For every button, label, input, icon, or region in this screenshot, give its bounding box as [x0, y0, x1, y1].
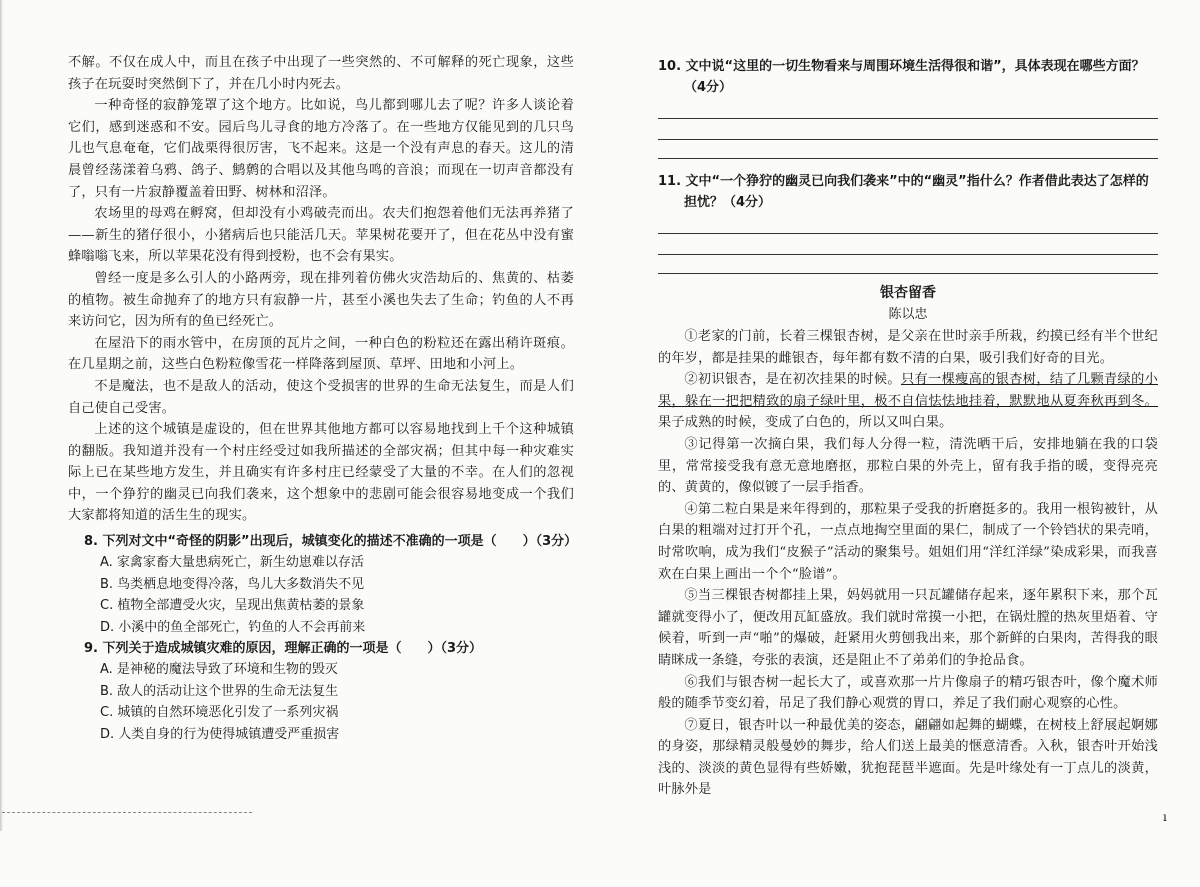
article-paragraph-2-lead: ②初识银杏，是在初次挂果的时候。 [684, 372, 901, 388]
passage-paragraph-7: 上述的这个城镇是虚设的，但在世界其他地方都可以容易地找到上千个这种城镇的翻版。我知道并没有一个村庄经受过如我所描述的全部灾祸；但其中每一种灾难实际上已在某些地方发生，并且确实有许多村庄已经蒙受了大量的不幸。在人们的忽视中，一个狰狞的幽灵已向我们袭来，这个想象中的悲剧可能会很容易地变成一个我们大家都将知道的活生生的现实。 [68, 422, 574, 524]
article-paragraph-2 [658, 369, 1158, 434]
passage-paragraph-5: 在屋沿下的雨水管中，在房顶的瓦片之间，一种白色的粉粒还在露出稍许斑痕。在几星期之前，这些白色粉粒像雪花一样降落到屋顶、草坪、田地和小河上。 [68, 335, 574, 373]
question-8-option-d[interactable]: D. 小溪中的鱼全部死亡，钓鱼的人不会再前来 [100, 619, 366, 635]
underlined-sentence: 只有一棵瘦高的银杏树，结了几颗青绿的小果，躲在一把把精致的扇子绿叶里，极不自信怯怯地挂着，默默地从夏奔秋再到冬。 [658, 372, 1158, 409]
question-9-option-a[interactable]: A. 是神秘的魔法导致了环境和生物的毁灭 [100, 662, 338, 678]
article [658, 282, 1158, 801]
question-9 [68, 638, 574, 745]
question-9-option-d[interactable]: D. 人类自身的行为使得城镇遭受严重损害 [100, 726, 340, 742]
question-8-option-c[interactable]: C. 植物全部遭受火灾，呈现出焦黄枯萎的景象 [100, 598, 365, 614]
answer-line[interactable] [658, 234, 1158, 255]
question-11-title: 11. 文中“一个狰狞的幽灵已向我们袭来”中的“幽灵”指什么？作者借此表达了怎样的担忧？（4分） [658, 174, 1149, 210]
answer-line[interactable] [658, 213, 1158, 234]
left-page [68, 52, 578, 883]
article-paragraph-7: ⑦夏日，银杏叶以一种最优美的姿态，翩翩如起舞的蝴蝶，在树枝上舒展起婀娜的身姿，那绿精灵般曼妙的舞步，给人们送上最美的惬意清香。入秋，银杏叶开始浅浅的、淡淡的黄色显得有些娇嫩，犹抱琵琶半遮面。先是叶缘处有一丁点儿的淡黄，叶脉外是 [658, 717, 1158, 798]
passage-paragraph-3: 农场里的母鸡在孵窝，但却没有小鸡破壳而出。农夫们抱怨着他们无法再养猪了——新生的猪仔很小，小猪病后也只能活几天。苹果树花要开了，但在花丛中没有蜜蜂嗡嗡飞来，所以苹果花没有得到授粉，也不会有果实。 [68, 206, 574, 265]
question-10 [658, 56, 1158, 159]
question-9-option-c[interactable]: C. 城镇的自然环境恶化引发了一系列灾祸 [100, 705, 339, 721]
question-8-title: 8. 下列对文中“奇怪的阴影”出现后，城镇变化的描述不准确的一项是（ ）（3分） [84, 534, 578, 550]
article-paragraph-5: ⑤当三棵银杏树都挂上果，妈妈就用一只瓦罐储存起来，逐年累积下来，那个瓦罐就变得小了，便改用瓦缸盛放。我们就时常摸一小把，在锅灶膛的热灰里焐着、守候着，听到一声“啪”的爆破，赶紧用火剪刨我出来，那个新鲜的白果肉，苦得我的眼睛眯成一条缝，夸张的表演，还是阻止不了弟弟们的争抢品食。 [658, 588, 1158, 668]
article-paragraph-6: ⑥我们与银杏树一起长大了，或喜欢那一片片像扇子的精巧银杏叶，像个魔术师般的随季节变幻着，吊足了我们静心观赏的胃口，养足了我们耐心观察的心性。 [658, 674, 1158, 712]
passage-paragraph-6: 不是魔法，也不是敌人的活动，使这个受损害的世界的生命无法复生，而是人们自己使自己受害。 [68, 378, 574, 416]
article-paragraph-1: ①老家的门前，长着三棵银杏树，是父亲在世时亲手所栽，约摸已经有半个世纪的年岁，都是挂果的雌银杏，每年都有数不清的白果，吸引我们好奇的目光。 [658, 329, 1158, 366]
passage-paragraph-1: 不解。不仅在成人中，而且在孩子中出现了一些突然的、不可解释的死亡现象，这些孩子在玩耍时突然倒下了，并在几小时内死去。 [68, 55, 574, 92]
passage-paragraph-2: 一种奇怪的寂静笼罩了这个地方。比如说，鸟儿都到哪儿去了呢？许多人谈论着它们，感到迷惑和不安。园后鸟儿寻食的地方冷落了。在一些地方仅能见到的几只鸟儿也气息奄奄，它们战栗得很厉害，飞不起来。这是一个没有声息的春天。这儿的清晨曾经荡漾着乌鸦、鸽子、鹪鹩的合唱以及其他鸟鸣的音浪；而现在一切声音都没有了，只有一片寂静覆盖着田野、树林和沼泽。 [68, 98, 574, 200]
question-8-option-b[interactable]: B. 鸟类栖息地变得冷落，鸟儿大多数消失不见 [100, 576, 365, 592]
answer-line[interactable] [658, 98, 1158, 119]
article-paragraph-3: ③记得第一次摘白果，我们每人分得一粒，清洗晒干后，安排地躺在我的口袋里，常常接受我有意无意地磨抠，那粒白果的外壳上，留有我手指的暖，变得亮亮的、黄黄的，像似镀了一层手指香。 [658, 436, 1158, 496]
article-paragraph-4: ④第二粒白果是来年得到的，那粒果子受我的折磨挺多的。我用一根钩被针，从白果的粗端对过打开个孔，一点点地掏空里面的果仁，制成了一个铃铛状的果壳哨，时常吹响，成为我们“皮猴子”活动的聚集号。姐姐们用“洋红洋绿”染成彩果，而我喜欢在白果上画出一个个“脸谱”。 [658, 501, 1158, 582]
bottom-dashed-edge [2, 812, 252, 813]
question-10-score: （4分） [684, 80, 733, 95]
article-paragraph-2-tail: 果子成熟的时候，变成了白色的，所以又叫白果。 [658, 415, 953, 431]
article-title: 银杏留香 [880, 285, 936, 301]
answer-line[interactable] [658, 140, 1158, 159]
question-11 [658, 171, 1158, 274]
question-9-option-b[interactable]: B. 敌人的活动让这个世界的生命无法复生 [100, 683, 339, 699]
scan-edge [0, 0, 3, 831]
right-page [658, 56, 1158, 887]
article-author: 陈以忠 [888, 307, 928, 322]
question-8-option-a[interactable]: A. 家禽家畜大量患病死亡，新生幼崽难以存活 [100, 555, 364, 571]
question-10-title: 10. 文中说“这里的一切生物看来与周围环境生活得很和谐”，具体表现在哪些方面？ [658, 59, 1145, 74]
question-8 [68, 531, 578, 638]
question-9-title: 9. 下列关于造成城镇灾难的原因，理解正确的一项是（ ）（3分） [84, 641, 483, 657]
answer-line[interactable] [658, 119, 1158, 140]
corner-tick-mark: ı [1163, 810, 1167, 824]
answer-line[interactable] [658, 255, 1158, 274]
passage-paragraph-4: 曾经一度是多么引人的小路两旁，现在排列着仿佛火灾浩劫后的、焦黄的、枯萎的植物。被生命抛弃了的地方只有寂静一片，甚至小溪也失去了生命；钓鱼的人不再来访问它，因为所有的鱼已经死亡。 [68, 270, 574, 330]
